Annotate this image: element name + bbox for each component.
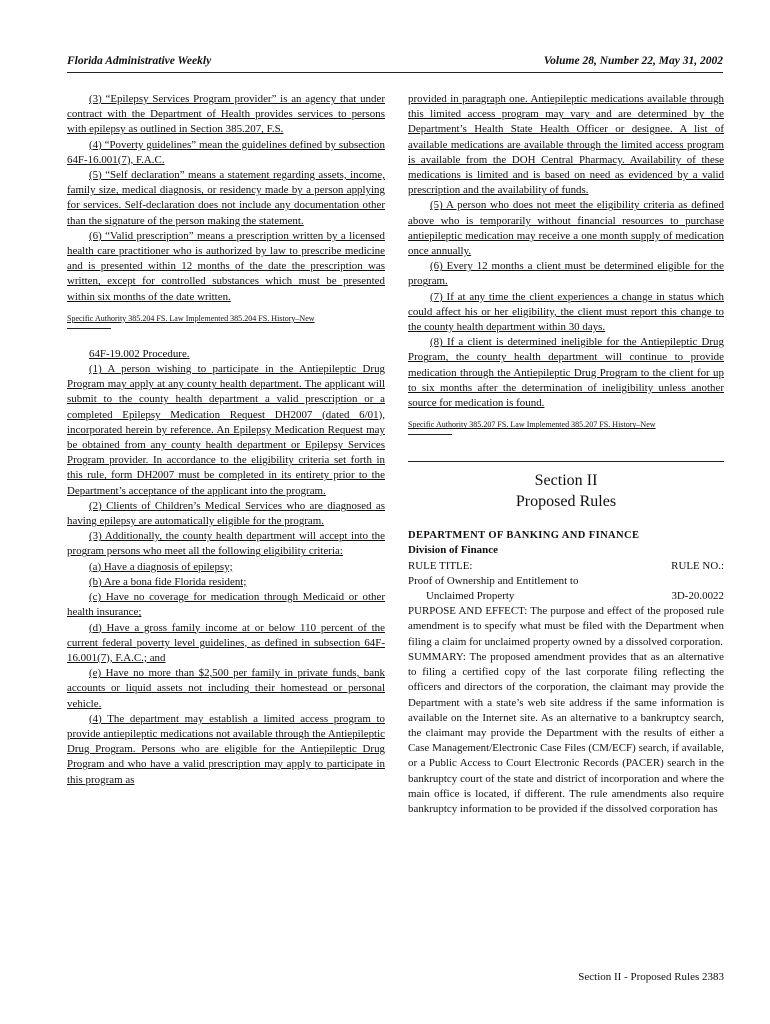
page-footer: Section II - Proposed Rules 2383 xyxy=(578,971,724,983)
procedure-3: (3) Additionally, the county health department will accept into the program persons who meet all the following eligibility criteria: xyxy=(67,530,385,558)
section-subtitle: Proposed Rules xyxy=(515,493,617,511)
purpose-and-effect: PURPOSE AND EFFECT: The purpose and effect of the proposed rule amendment is to specify what must be filed with the Department when filing a claim for unclaimed property owned by a dissolved corporation. xyxy=(408,605,724,648)
procedure-6: (6) Every 12 months a client must be determined eligible for the program. xyxy=(408,260,724,288)
definition-5: (5) “Self declaration” means a statement regarding assets, income, family size, medical diagnosis, or residency made by a person applying for services. Self-declaration does not include any documentation other than the signature of the person making the statement. xyxy=(67,169,385,227)
procedure-4: (4) The department may establish a limited access program to provide antiepileptic medications not available through the Antiepileptic Drug Program. Persons who are eligible for the Antiepileptic Drug Program and who have a valid prescription may apply to participate in this program as xyxy=(67,712,385,786)
procedure-4-cont: provided in paragraph one. Antiepileptic medications available through this limited access program may vary and are determined by the Department’s Health State Health Officer or designee. A list of available medications are available through the limited access program is available from the DOH Central Pharmacy. Availability of these medications is limited and is based on need as evidenced by a valid prescription and the availability of funds. xyxy=(408,93,724,197)
rule-no-label: RULE NO.: xyxy=(671,559,724,572)
criteria-a: (a) Have a diagnosis of epilepsy; xyxy=(89,560,233,573)
procedure-7: (7) If at any time the client experiences a change in status which could affect his or her eligibility, the client must report this change to the county health department within 30 days. xyxy=(408,290,724,334)
section-divider xyxy=(408,461,724,462)
division-name: Division of Finance xyxy=(408,544,498,557)
section-title: Section II xyxy=(534,472,598,490)
procedure-1: (1) A person wishing to participate in the Antiepileptic Drug Program may apply at any county health department. The applicant will submit to the county health department a valid prescription or a completed Epilepsy Medication Request DH2007 (dated 6/01), incorporated herein by reference. An Epilepsy Medication Request may be obtained from any county health department or Epilepsy Services Program provider. In accordance to the eligibility criteria set forth in this rule, form DH2007 must be completed in its entirety prior to the Department’s acceptance of the applicant into the program. xyxy=(67,363,385,497)
criteria-e: (e) Have no more than $2,500 per family in private funds, bank accounts or liquid assets not including their homestead or personal vehicle. xyxy=(67,667,385,710)
header-rule xyxy=(67,72,723,73)
authority-note-2: Specific Authority 385.207 FS. Law Implemented 385.207 FS. History–New xyxy=(408,420,656,430)
rule-title: 64F-19.002 Procedure. xyxy=(89,347,190,360)
criteria-d: (d) Have a gross family income at or below 110 percent of the current federal poverty level guidelines, as defined in subsection 64F-16.001(7), F.A.C.; and xyxy=(67,621,385,664)
rule-number: 3D-20.0022 xyxy=(671,590,724,603)
rule-title-row xyxy=(408,589,724,604)
procedure-2: (2) Clients of Children’s Medical Services who are diagnosed as having epilepsy are automatically eligible for the program. xyxy=(67,499,385,528)
proposed-rule-title-2: Unclaimed Property xyxy=(426,590,515,603)
summary: SUMMARY: The proposed amendment provides that as an alternative to filing a certified copy of the last corporate filing reflecting the officers and directors of the corporation, the claimant may provide the Department with a state’s web site address if the same information is available on the Internet site. As an alternative to a bankruptcy search, the claimant may provide the Department with the results of either a Case Management/Electronic Case Files (CM/ECF) search, if available, or a Public Access to Court Electronic Records (PACER) search in the bankruptcy court of the state and district of incorporation and where the main office is located, if different. The rule amendments also require bankruptcy information to be provided if the dissolved corporation has xyxy=(408,650,724,815)
rule-title-label: RULE TITLE: xyxy=(408,559,473,572)
definition-4: (4) “Poverty guidelines” mean the guidelines defined by subsection 64F-16.001(7), F.A.C. xyxy=(67,138,385,166)
criteria-b: (b) Are a bona fide Florida resident; xyxy=(89,575,247,588)
publication-title: Florida Administrative Weekly xyxy=(67,55,212,67)
procedure-8: (8) If a client is determined ineligible for the Antiepileptic Drug Program, the county health department will continue to provide medication through the Antiepileptic Drug Program to the client for up to six months after the determination of ineligibility unless another source for medication is found. xyxy=(408,336,724,410)
department-name: DEPARTMENT OF BANKING AND FINANCE xyxy=(408,530,640,542)
proposed-rule-title-1: Proof of Ownership and Entitlement to xyxy=(408,574,579,587)
definition-6: (6) “Valid prescription” means a prescription written by a licensed health care practitioner who is authorized by law to prescribe medicine and is presented within 12 months of the date the prescription was written, except for controlled substances which must be presented within six months of the date written. xyxy=(67,229,385,303)
right-column xyxy=(408,92,724,817)
definition-3: (3) “Epilepsy Services Program provider” is an agency that under contract with the Department of Health provides services to persons with epilepsy as outlined in Section 385.207, F.S. xyxy=(67,93,385,136)
divider-stub xyxy=(67,328,111,337)
rule-header-row xyxy=(408,559,724,574)
criteria-c: (c) Have no coverage for medication through Medicaid or other health insurance; xyxy=(67,591,385,619)
divider-stub-2 xyxy=(408,434,452,443)
left-column xyxy=(67,92,385,788)
page-header xyxy=(67,55,723,71)
procedure-5: (5) A person who does not meet the eligibility criteria as defined above who is temporarily without financial resources to purchase antiepileptic medication may receive a one month supply of medication once annually. xyxy=(408,199,724,258)
authority-note: Specific Authority 385.204 FS. Law Implemented 385.204 FS. History–New xyxy=(67,313,315,323)
section-heading xyxy=(408,470,724,512)
volume-info: Volume 28, Number 22, May 31, 2002 xyxy=(543,55,723,67)
